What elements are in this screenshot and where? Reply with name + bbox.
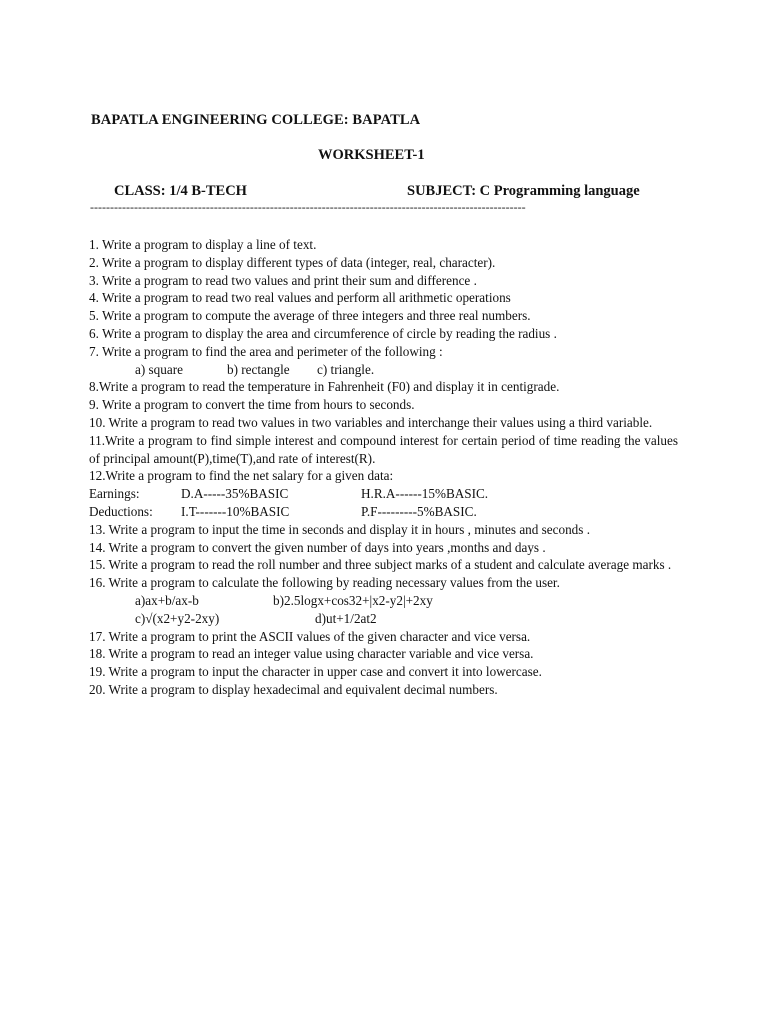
question-15: 15. Write a program to read the roll number and three subject marks of a student and calculate average marks . — [89, 557, 672, 573]
question-6: 6. Write a program to display the area and circumference of circle by reading the radius . — [89, 325, 557, 341]
question-2: 2. Write a program to display different types of data (integer, real, character). — [89, 254, 496, 270]
question-16: 16. Write a program to calculate the following by reading necessary values from the user. — [89, 575, 560, 591]
question-8: 8.Write a program to read the temperature in Fahrenheit (F0) and display it in centigrade. — [89, 379, 560, 395]
deductions-row — [89, 503, 678, 521]
question-17: 17. Write a program to print the ASCII values of the given character and vice versa. — [89, 628, 531, 644]
deductions-label: Deductions: — [89, 503, 153, 519]
deductions-it: I.T-------10%BASIC — [181, 503, 290, 519]
option-square: a) square — [135, 361, 183, 377]
divider-line: ------------------------------------------------------------------------------------------------------------- — [90, 200, 526, 214]
expression-c: c)√(x2+y2-2xy) — [135, 610, 220, 626]
question-1: 1. Write a program to display a line of text. — [89, 237, 317, 252]
deductions-pf: P.F---------5%BASIC. — [361, 503, 477, 519]
class-label: CLASS: 1/4 B-TECH — [114, 183, 247, 199]
question-13: 13. Write a program to input the time in seconds and display it in hours , minutes and seconds . — [89, 521, 591, 537]
earnings-label: Earnings: — [89, 486, 140, 502]
expression-b: b)2.5logx+cos32+|x2-y2|+2xy — [273, 592, 433, 608]
question-4: 4. Write a program to read two real values and perform all arithmetic operations — [89, 290, 511, 306]
question-11: 11.Write a program to find simple interest and compound interest for certain period of time reading the values of principal amount(P),time(T),and rate of interest(R). — [89, 432, 678, 466]
question-20: 20. Write a program to display hexadecimal and equivalent decimal numbers. — [89, 681, 498, 697]
question-list — [89, 236, 678, 699]
college-title: BAPATLA ENGINEERING COLLEGE: BAPATLA — [91, 112, 421, 128]
question-14: 14. Write a program to convert the given number of days into years ,months and days . — [89, 539, 546, 555]
question-10: 10. Write a program to read two values in two variables and interchange their values using a third variable. — [89, 414, 653, 430]
expression-a: a)ax+b/ax-b — [135, 592, 199, 608]
question-7: 7. Write a program to find the area and perimeter of the following : — [89, 343, 443, 359]
question-18: 18. Write a program to read an integer value using character variable and vice versa. — [89, 646, 534, 662]
question-12: 12.Write a program to find the net salary for a given data: — [89, 468, 394, 484]
question-7-options — [89, 361, 678, 379]
expression-d: d)ut+1/2at2 — [315, 610, 377, 626]
question-5: 5. Write a program to compute the average of three integers and three real numbers. — [89, 308, 531, 324]
question-9: 9. Write a program to convert the time from hours to seconds. — [89, 397, 415, 413]
subject-label: SUBJECT: C Programming language — [407, 183, 640, 199]
earnings-row — [89, 485, 678, 503]
question-16-row-2 — [89, 610, 678, 628]
earnings-hra: H.R.A------15%BASIC. — [361, 486, 489, 502]
question-19: 19. Write a program to input the character in upper case and convert it into lowercase. — [89, 664, 542, 680]
worksheet-title: WORKSHEET-1 — [318, 147, 425, 163]
option-rectangle: b) rectangle — [227, 361, 290, 377]
option-triangle: c) triangle. — [317, 361, 375, 377]
earnings-da: D.A-----35%BASIC — [181, 486, 289, 502]
question-3: 3. Write a program to read two values and print their sum and difference . — [89, 272, 477, 288]
question-16-row-1 — [89, 592, 678, 610]
